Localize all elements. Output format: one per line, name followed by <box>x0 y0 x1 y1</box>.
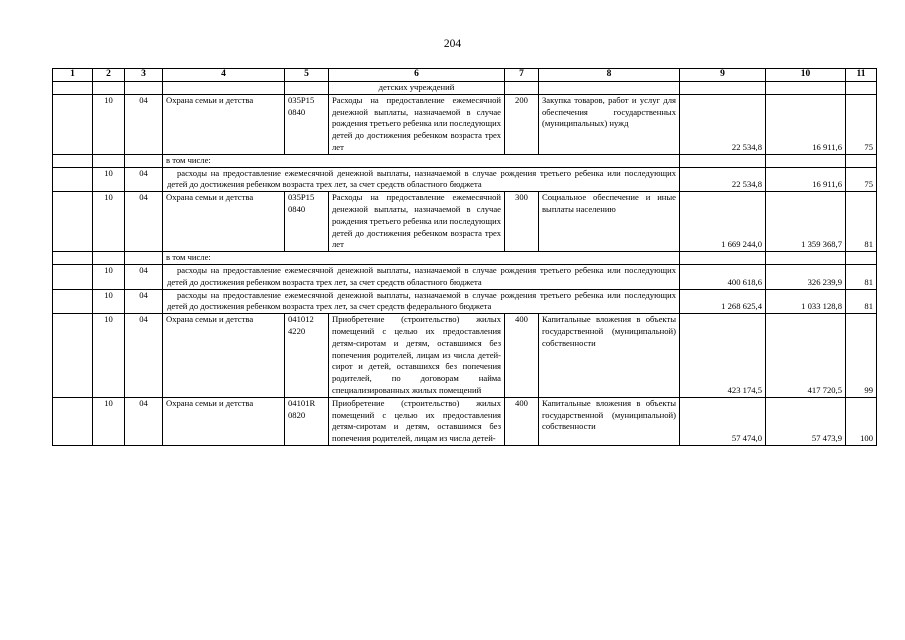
col2-cell <box>93 252 125 265</box>
expense-type-code: 400 <box>505 397 539 445</box>
expense-description: Приобретение (строительство) жилых помещений с целью их предоставления детям-сиротам и детям, оставшимся без попечения родителей, лицам из числа детей-сирот и детей, оставшихся без попечения родителей, по договорам найма специализированных жилых помещений <box>329 314 505 398</box>
column-header-5: 5 <box>285 69 329 82</box>
planned-amount: 22 534,8 <box>680 167 766 192</box>
target-article-code: 035Р15 0840 <box>285 192 329 252</box>
table-row <box>53 314 877 398</box>
section-code: 10 <box>93 289 125 314</box>
col10-cell <box>766 252 846 265</box>
column-header-10: 10 <box>766 69 846 82</box>
actual-amount: 417 720,5 <box>766 314 846 398</box>
expense-type-name: Капитальные вложения в объекты государственной (муниципальной) собственности <box>539 314 680 398</box>
expense-type-name: Закупка товаров, работ и услуг для обеспечения государственных (муниципальных) нужд <box>539 94 680 154</box>
execution-percent: 81 <box>846 192 877 252</box>
subsection-code: 04 <box>125 264 163 289</box>
column-header-2: 2 <box>93 69 125 82</box>
actual-amount: 1 359 368,7 <box>766 192 846 252</box>
col9-cell <box>680 252 766 265</box>
table-row <box>53 397 877 445</box>
expense-type-name: Капитальные вложения в объекты государственной (муниципальной) собственности <box>539 397 680 445</box>
section-code: 10 <box>93 397 125 445</box>
section-code: 10 <box>93 264 125 289</box>
subsection-code: 04 <box>125 397 163 445</box>
budget-table <box>52 68 877 446</box>
label-cell: в том числе: <box>163 154 680 167</box>
continuation-row <box>53 82 877 95</box>
detail-description: расходы на предоставление ежемесячной денежной выплаты, назначаемой в случае рождения третьего ребенка или последующих детей до достижения ребенком возраста трех лет, за счет средств областного бюджета <box>163 167 680 192</box>
col1-cell <box>53 314 93 398</box>
subsection-name: Охрана семьи и детства <box>163 192 285 252</box>
col10-cell <box>766 154 846 167</box>
col1-cell <box>53 167 93 192</box>
planned-amount: 423 174,5 <box>680 314 766 398</box>
target-article-code: 04101R 0820 <box>285 397 329 445</box>
expense-type-name: Социальное обеспечение и иные выплаты населению <box>539 192 680 252</box>
table-row-detail <box>53 264 877 289</box>
execution-percent: 75 <box>846 94 877 154</box>
execution-percent: 75 <box>846 167 877 192</box>
subtotal-label-row <box>53 154 877 167</box>
execution-percent: 99 <box>846 314 877 398</box>
continuation-cell: детских учреждений <box>329 82 505 95</box>
expense-type-code: 300 <box>505 192 539 252</box>
col1-cell <box>53 192 93 252</box>
section-code: 10 <box>93 94 125 154</box>
column-header-8: 8 <box>539 69 680 82</box>
section-code: 10 <box>93 192 125 252</box>
planned-amount: 22 534,8 <box>680 94 766 154</box>
expense-description: Приобретение (строительство) жилых помещений с целью их предоставления детям-сиротам и детям, оставшимся без попечения родителей, лицам из числа детей- <box>329 397 505 445</box>
target-article-code: 035Р15 0840 <box>285 94 329 154</box>
table-row <box>53 192 877 252</box>
execution-percent: 81 <box>846 264 877 289</box>
detail-description: расходы на предоставление ежемесячной денежной выплаты, назначаемой в случае рождения третьего ребенка или последующих детей до достижения ребенком возраста трех лет, за счет средств областного бюджета <box>163 264 680 289</box>
subsection-code: 04 <box>125 289 163 314</box>
section-code: 10 <box>93 314 125 398</box>
table-row-detail <box>53 167 877 192</box>
planned-amount: 1 268 625,4 <box>680 289 766 314</box>
expense-type-code: 200 <box>505 94 539 154</box>
actual-amount: 326 239,9 <box>766 264 846 289</box>
col1-cell <box>53 264 93 289</box>
page-number: 204 <box>443 38 462 50</box>
actual-amount: 16 911,6 <box>766 94 846 154</box>
section-code: 10 <box>93 167 125 192</box>
detail-description: расходы на предоставление ежемесячной денежной выплаты, назначаемой в случае рождения третьего ребенка или последующих детей до достижения ребенком возраста трех лет, за счет средств федерального бюджета <box>163 289 680 314</box>
column-header-9: 9 <box>680 69 766 82</box>
actual-amount: 16 911,6 <box>766 167 846 192</box>
target-article-code: 041012 4220 <box>285 314 329 398</box>
subtotal-label-row <box>53 252 877 265</box>
column-header-1: 1 <box>53 69 93 82</box>
actual-amount: 57 473,9 <box>766 397 846 445</box>
col1-cell <box>53 397 93 445</box>
col1-cell <box>53 154 93 167</box>
planned-amount: 400 618,6 <box>680 264 766 289</box>
col3-cell <box>125 252 163 265</box>
table-row <box>53 94 877 154</box>
column-header-7: 7 <box>505 69 539 82</box>
execution-percent: 100 <box>846 397 877 445</box>
column-header-4: 4 <box>163 69 285 82</box>
label-cell: в том числе: <box>163 252 680 265</box>
expense-description: Расходы на предоставление ежемесячной денежной выплаты, назначаемой в случае рождения третьего ребенка или последующих детей до достижения ребенком возраста трех лет <box>329 94 505 154</box>
col9-cell <box>680 154 766 167</box>
execution-percent: 81 <box>846 289 877 314</box>
col2-cell <box>93 154 125 167</box>
subsection-code: 04 <box>125 314 163 398</box>
col3-cell <box>125 154 163 167</box>
col1-cell <box>53 94 93 154</box>
col11-cell <box>846 252 877 265</box>
expense-type-code: 400 <box>505 314 539 398</box>
col1-cell <box>53 252 93 265</box>
subsection-code: 04 <box>125 94 163 154</box>
subsection-code: 04 <box>125 167 163 192</box>
column-header-6: 6 <box>329 69 505 82</box>
subsection-code: 04 <box>125 192 163 252</box>
subsection-name: Охрана семьи и детства <box>163 397 285 445</box>
column-header-11: 11 <box>846 69 877 82</box>
actual-amount: 1 033 128,8 <box>766 289 846 314</box>
subsection-name: Охрана семьи и детства <box>163 94 285 154</box>
header-row <box>53 69 877 82</box>
table-row-detail <box>53 289 877 314</box>
col11-cell <box>846 154 877 167</box>
planned-amount: 57 474,0 <box>680 397 766 445</box>
col1-cell <box>53 289 93 314</box>
planned-amount: 1 669 244,0 <box>680 192 766 252</box>
subsection-name: Охрана семьи и детства <box>163 314 285 398</box>
expense-description: Расходы на предоставление ежемесячной денежной выплаты, назначаемой в случае рождения третьего ребенка или последующих детей до достижения ребенком возраста трех лет <box>329 192 505 252</box>
column-header-3: 3 <box>125 69 163 82</box>
